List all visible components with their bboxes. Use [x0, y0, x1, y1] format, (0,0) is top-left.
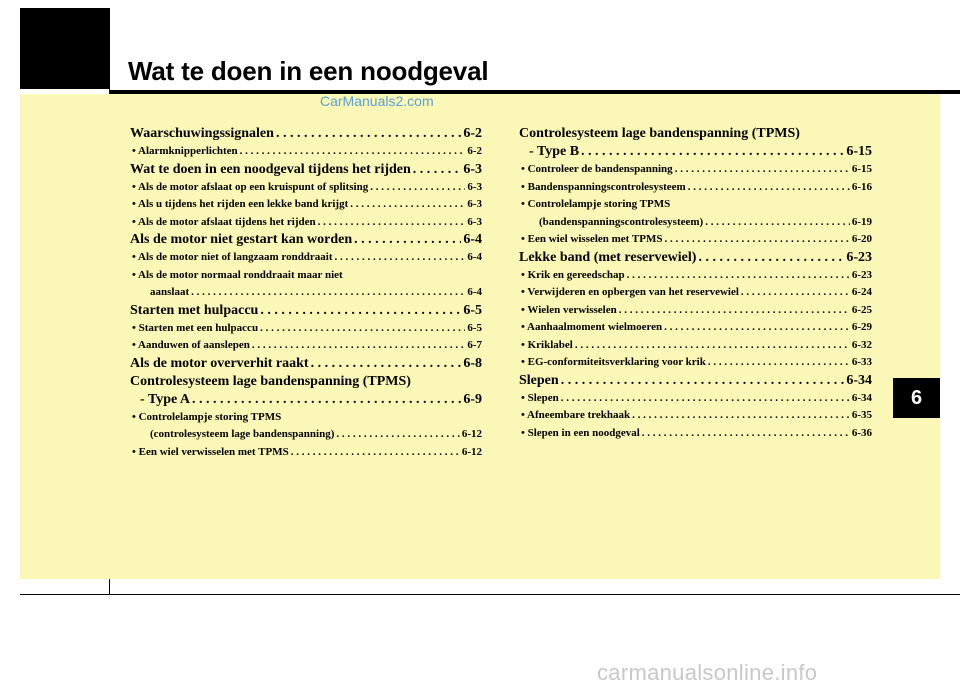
toc-page-number: 6-4 [467, 251, 482, 263]
toc-entry-title: • Een wiel wisselen met TPMS [521, 233, 663, 245]
watermark-text: CarManuals2.com [320, 93, 434, 109]
dot-leader [575, 337, 850, 355]
title-rule [110, 90, 960, 94]
toc-entry-title: • Wielen verwisselen [521, 303, 617, 316]
toc-subentry[interactable] [130, 214, 482, 232]
toc-subentry[interactable] [519, 390, 872, 408]
dot-leader [413, 161, 462, 179]
toc-page-number: 6-33 [851, 356, 872, 368]
dot-leader [192, 391, 461, 409]
toc-subentry[interactable] [519, 407, 872, 425]
toc-entry-title: Als de motor niet gestart kan worden [130, 232, 353, 247]
dot-leader [350, 196, 465, 214]
toc-subentry[interactable] [130, 320, 482, 338]
toc-right-column [519, 125, 872, 442]
dot-leader [260, 302, 461, 320]
toc-page-number: 6-23 [851, 268, 872, 281]
toc-entry[interactable] [130, 302, 482, 320]
toc-entry[interactable] [519, 143, 872, 161]
dot-leader [664, 319, 850, 337]
toc-entry-title: • Controleer de bandenspanning [521, 163, 673, 175]
toc-page-number: 6-3 [463, 161, 482, 177]
dot-leader [291, 444, 460, 462]
toc-entry-title: - Type A [140, 391, 191, 407]
toc-page-number: 6-4 [463, 232, 482, 247]
toc-entry[interactable] [130, 231, 482, 249]
toc-entry-title: • Als de motor afslaat tijdens het rijden [132, 215, 316, 228]
dot-leader [664, 231, 849, 249]
dot-leader [675, 161, 850, 179]
toc-page-number: 6-15 [846, 144, 872, 159]
toc-page-number: 6-2 [467, 145, 482, 157]
toc-page-number: 6-32 [851, 338, 872, 351]
bottom-rule [20, 594, 960, 595]
toc-page-number: 6-25 [851, 303, 872, 316]
toc-page-number: 6-3 [467, 198, 482, 210]
dot-leader [741, 284, 850, 302]
toc-page-number: 6-2 [463, 126, 482, 141]
toc-entry-title: (controlesysteem lage bandenspanning) [150, 428, 335, 440]
toc-entry-title: • Als u tijdens het rijden een lekke band krijgt [132, 198, 349, 210]
dot-leader [335, 249, 466, 267]
toc-page-number: 6-20 [851, 233, 872, 245]
toc-entry[interactable] [130, 161, 482, 179]
toc-entry-title: Slepen [519, 372, 559, 388]
footer-watermark: carmanualsonline.info [597, 660, 818, 685]
toc-page-number: 6-16 [851, 180, 872, 193]
dot-leader [561, 372, 845, 390]
toc-page-number: 6-8 [463, 355, 482, 371]
toc-page-number: 6-34 [846, 372, 872, 388]
toc-subentry[interactable] [130, 444, 482, 462]
toc-heading-line: Controlesysteem lage bandenspanning (TPMS) [519, 126, 800, 141]
toc-subentry[interactable] [519, 425, 872, 443]
toc-entry-title: Als de motor oververhit raakt [130, 355, 309, 371]
toc-subentry[interactable] [519, 231, 872, 249]
toc-entry-title: • Als de motor afslaat op een kruispunt of splitsing [132, 180, 369, 193]
toc-page-number: 6-19 [851, 215, 872, 228]
toc-page-number: 6-35 [851, 409, 872, 421]
toc-subitem-line: • Controlelampje storing TPMS [521, 198, 671, 210]
toc-subentry[interactable] [130, 143, 482, 161]
toc-page-number: 6-23 [846, 249, 872, 265]
page-title: Wat te doen in een noodgeval [128, 56, 489, 86]
dot-leader [688, 179, 850, 197]
toc-subentry[interactable] [130, 426, 482, 444]
dot-leader [354, 231, 461, 249]
toc-page-number: 6-12 [461, 445, 482, 458]
dot-leader [191, 284, 465, 302]
toc-subitem-line: • Controlelampje storing TPMS [132, 410, 282, 423]
toc-entry-title: (bandenspanningscontrolesysteem) [539, 215, 704, 228]
toc-page-number: 6-5 [463, 302, 482, 318]
dot-leader [708, 354, 850, 372]
dot-leader [561, 390, 850, 408]
toc-entry-title: Starten met hulpaccu [130, 302, 259, 318]
toc-page-number: 6-36 [851, 426, 872, 439]
toc-entry-title: Wat te doen in een noodgeval tijdens het rijden [130, 161, 411, 177]
toc-entry-title: • Verwijderen en opbergen van het reservewiel [521, 286, 739, 298]
toc-subentry[interactable] [519, 319, 872, 337]
toc-page-number: 6-29 [851, 321, 872, 333]
toc-entry[interactable] [130, 355, 482, 373]
toc-entry-title: aanslaat [150, 286, 190, 298]
toc-left-column [130, 125, 482, 461]
dot-leader [311, 355, 462, 373]
toc-entry-title: • Bandenspanningscontrolesysteem [521, 180, 686, 193]
toc-entry-title: • Als de motor niet of langzaam ronddraait [132, 251, 333, 263]
toc-heading-line: Controlesysteem lage bandenspanning (TPMS) [130, 373, 411, 389]
toc-entry[interactable] [519, 249, 872, 267]
toc-subentry[interactable] [519, 284, 872, 302]
dot-leader [627, 267, 850, 285]
toc-subentry[interactable] [130, 179, 482, 197]
toc-page-number: 6-4 [467, 286, 482, 298]
dot-leader [260, 320, 465, 338]
dot-leader [240, 143, 466, 161]
toc-subitem-line: • Als de motor normaal ronddraait maar niet [132, 268, 343, 281]
toc-page-number: 6-12 [461, 428, 482, 440]
toc-page-number: 6-9 [463, 391, 482, 407]
toc-page-number: 6-24 [851, 286, 872, 298]
toc-entry-title: Waarschuwingssignalen [130, 126, 274, 141]
toc-page-number: 6-7 [467, 339, 482, 351]
toc-page-number: 6-3 [467, 180, 482, 193]
dot-leader [642, 425, 850, 443]
toc-entry-title: • Alarmknipperlichten [132, 145, 238, 157]
toc-entry-title: • Slepen [521, 391, 559, 404]
header-black-block [20, 8, 110, 89]
toc-subentry[interactable] [519, 354, 872, 372]
toc-subentry[interactable] [519, 179, 872, 197]
dot-leader [276, 125, 461, 143]
toc-subentry[interactable] [130, 337, 482, 355]
toc-entry-title: • Aanhaalmoment wielmoeren [521, 321, 663, 333]
toc-entry-title: • Een wiel verwisselen met TPMS [132, 445, 289, 458]
toc-entry-title: Lekke band (met reservewiel) [519, 249, 697, 265]
toc-page-number: 6-5 [467, 321, 482, 334]
toc-entry-title: • Afneembare trekhaak [521, 409, 631, 421]
toc-page-number: 6-3 [467, 215, 482, 228]
toc-entry-title: • Starten met een hulpaccu [132, 321, 259, 334]
toc-subentry[interactable] [519, 161, 872, 179]
dot-leader [370, 179, 465, 197]
toc-subentry[interactable] [130, 249, 482, 267]
toc-subentry[interactable] [519, 267, 872, 285]
toc-entry-title: - Type B [529, 144, 580, 159]
toc-entry-title: • Slepen in een noodgeval [521, 426, 640, 439]
toc-page-number: 6-34 [851, 391, 872, 404]
chapter-tab[interactable]: 6 [893, 378, 940, 418]
dot-leader [581, 143, 844, 161]
dot-leader [252, 337, 465, 355]
toc-page-number: 6-15 [851, 163, 872, 175]
toc-subentry[interactable] [519, 302, 872, 320]
toc-entry-title: • Kriklabel [521, 338, 573, 351]
toc-entry-title: • EG-conformiteitsverklaring voor krik [521, 356, 706, 368]
toc-entry-title: • Krik en gereedschap [521, 268, 625, 281]
toc-entry[interactable] [519, 372, 872, 390]
dot-leader [698, 249, 844, 267]
dot-leader [632, 407, 850, 425]
toc-subentry[interactable] [519, 337, 872, 355]
toc-entry-title: • Aanduwen of aanslepen [132, 339, 250, 351]
dot-leader [318, 214, 466, 232]
toc-entry[interactable] [130, 391, 482, 409]
toc-subentry[interactable] [130, 196, 482, 214]
toc-subentry[interactable] [130, 284, 482, 302]
toc-entry[interactable] [130, 125, 482, 143]
dot-leader [705, 214, 850, 232]
toc-subentry[interactable] [519, 214, 872, 232]
dot-leader [619, 302, 850, 320]
dot-leader [336, 426, 459, 444]
